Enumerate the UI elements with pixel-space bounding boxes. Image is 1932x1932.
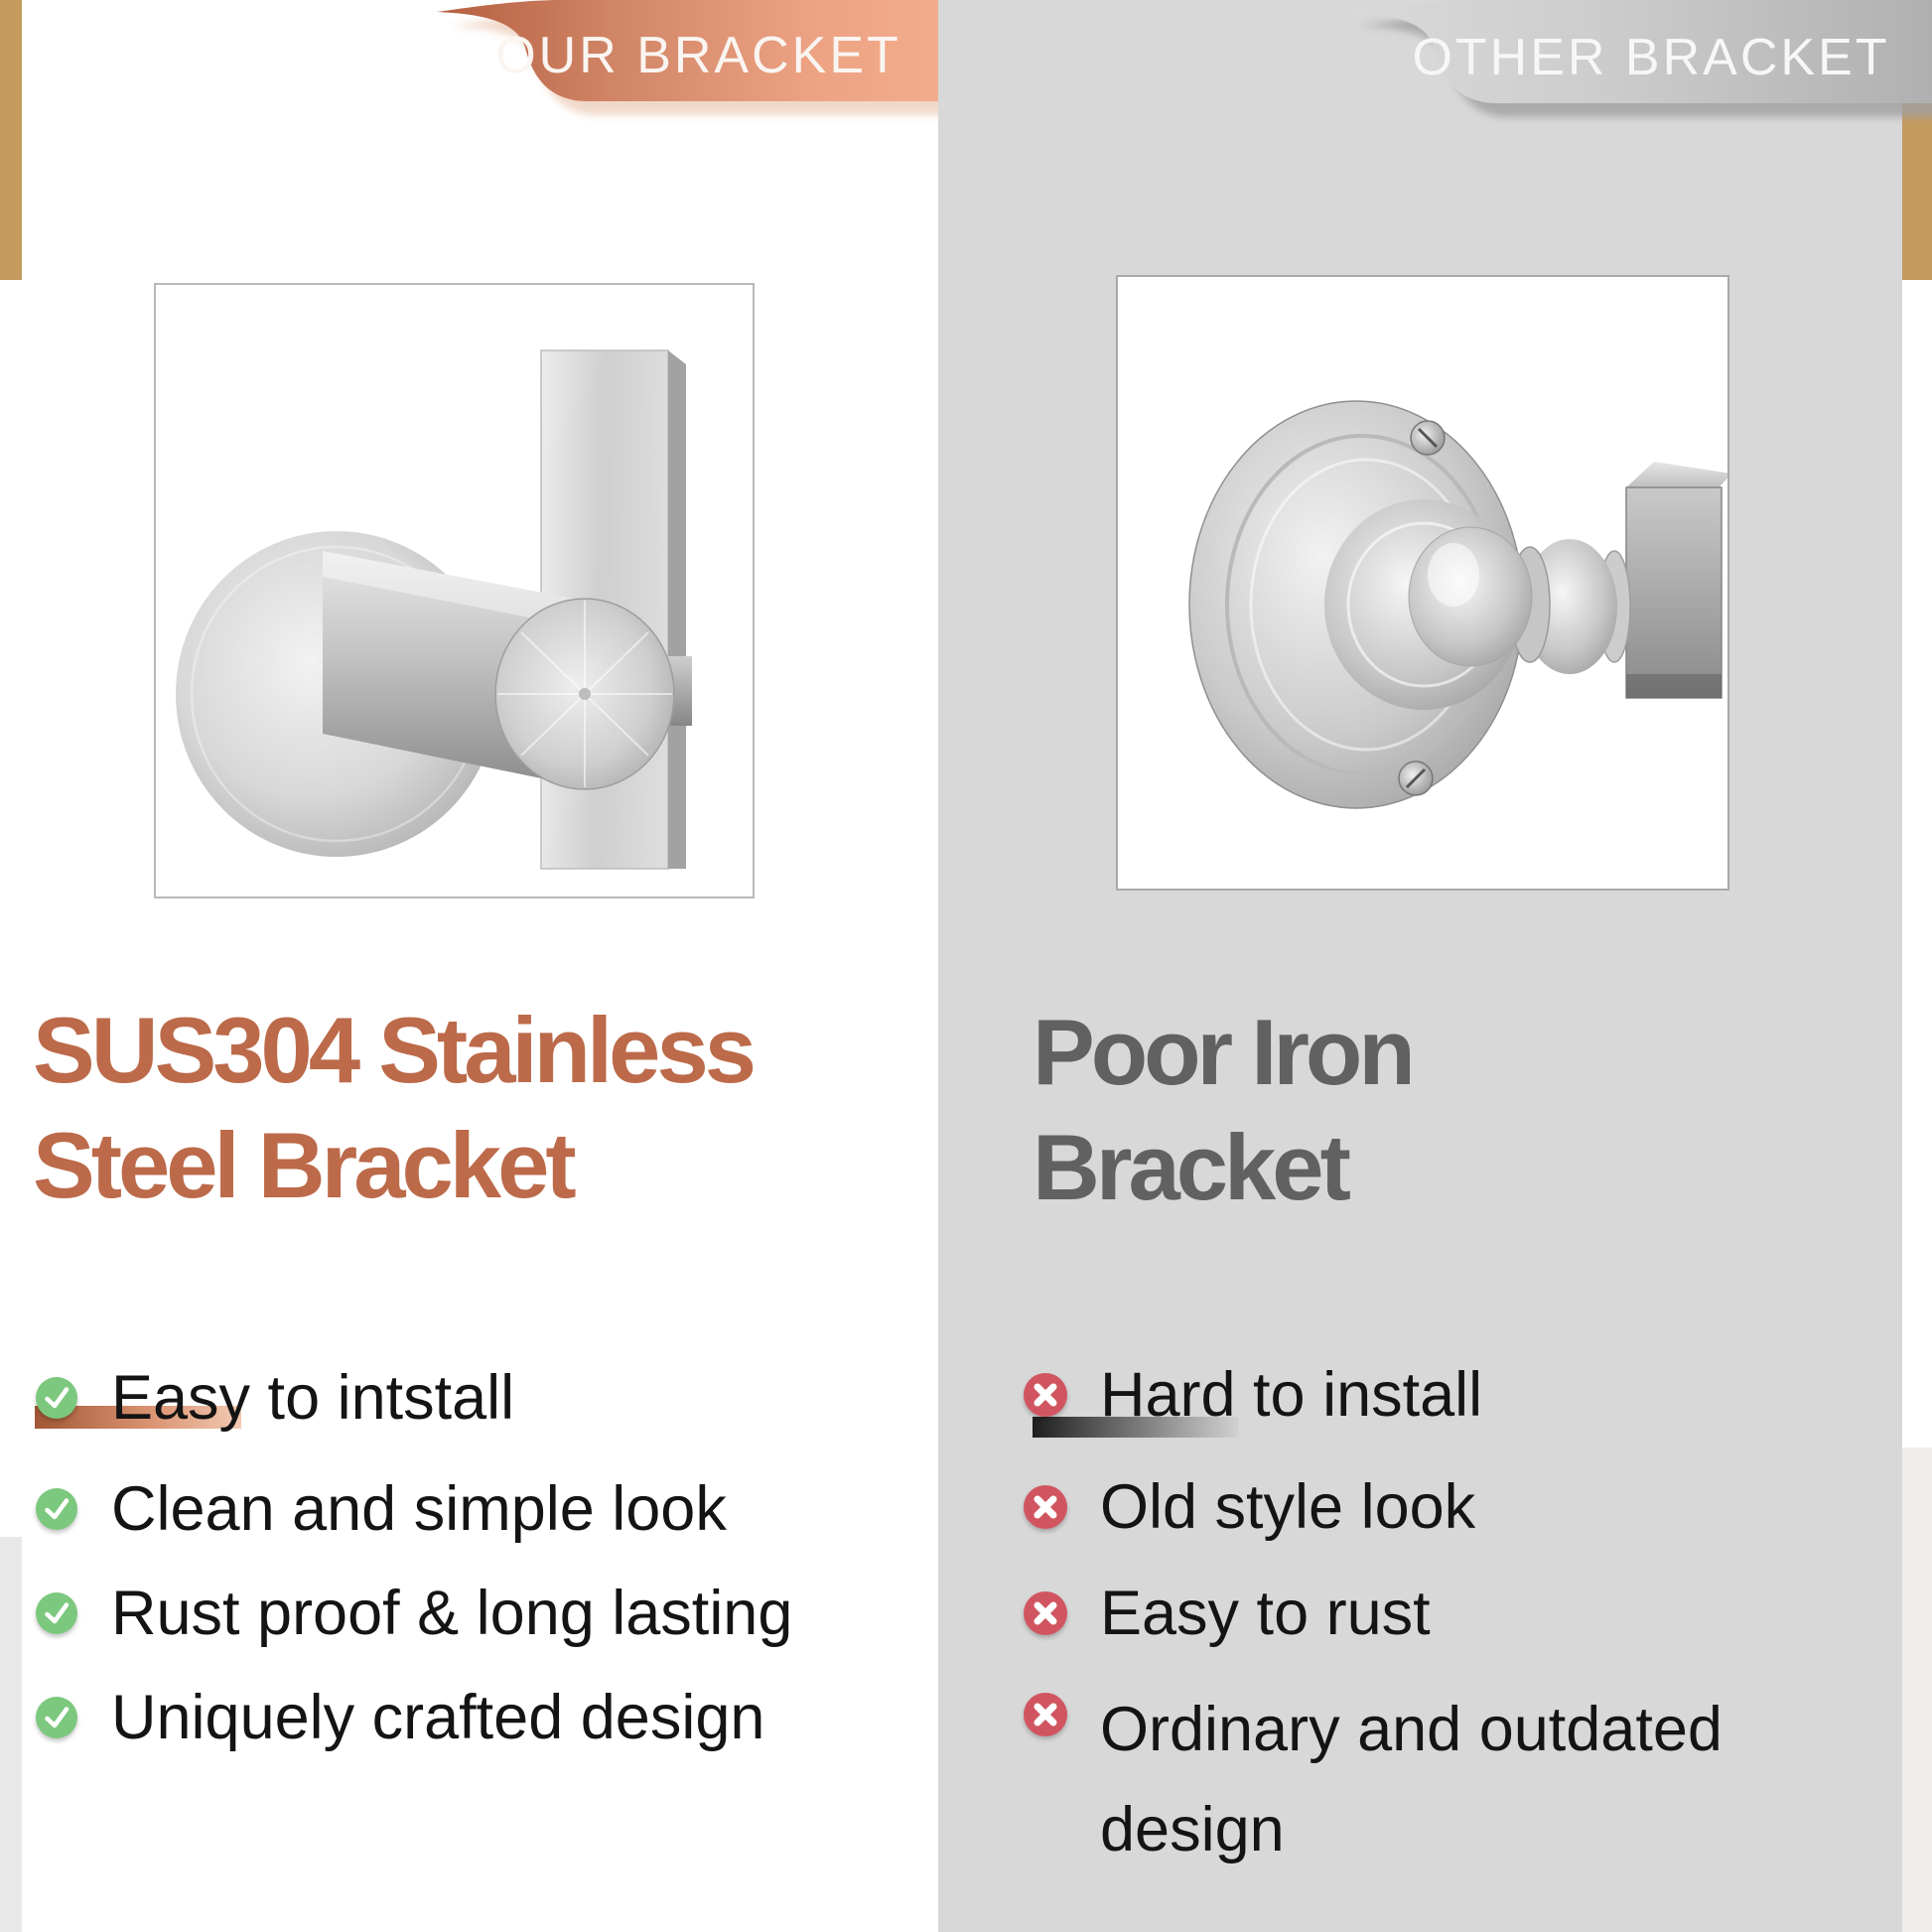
left-bullet-row: [34, 1362, 514, 1434]
screw-bottom: [1399, 761, 1433, 795]
light-edge-strip-bottom-right: [1902, 1448, 1932, 1932]
left-bullet-row: [34, 1578, 792, 1649]
left-bullet-text: Easy to intstall: [111, 1362, 515, 1433]
left-bullet-row: [34, 1473, 727, 1545]
our-bracket-banner-label: OUR BRACKET: [495, 27, 901, 84]
right-bullet-row: [1023, 1471, 1475, 1543]
right-bullet-text: Ordinary and outdated design: [1100, 1695, 1723, 1864]
right-bullet-row: [1023, 1359, 1482, 1431]
left-bullet-row: [34, 1682, 764, 1753]
check-icon: [34, 1590, 79, 1636]
right-bullet-text: Old style look: [1100, 1471, 1476, 1542]
cross-icon: [1023, 1590, 1068, 1636]
right-bullet-row: [1023, 1578, 1431, 1649]
right-bullet-text: Easy to rust: [1100, 1578, 1431, 1648]
iron-bracket-illustration: [1118, 277, 1727, 889]
left-heading-line2: Steel Bracket: [33, 1113, 573, 1217]
right-heading-line1: Poor Iron: [1033, 1000, 1412, 1104]
cross-icon: [1023, 1692, 1068, 1737]
check-icon: [34, 1375, 79, 1421]
left-heading-line1: SUS304 Stainless: [33, 998, 753, 1102]
check-icon: [34, 1695, 79, 1740]
cross-icon: [1023, 1372, 1068, 1418]
other-bracket-banner-label: OTHER BRACKET: [1412, 29, 1890, 86]
left-bullet-text: Uniquely crafted design: [111, 1682, 765, 1752]
left-heading: [33, 993, 753, 1223]
right-heading: [1033, 995, 1412, 1225]
our-bracket-product-image: [154, 283, 755, 898]
gold-edge-strip-top-left: [0, 0, 22, 280]
screw-top: [1411, 421, 1445, 455]
white-edge-strip-right: [1902, 280, 1932, 1448]
right-heading-line2: Bracket: [1033, 1115, 1347, 1219]
right-bullet-row: [1023, 1680, 1815, 1880]
left-bullet-text: Clean and simple look: [111, 1473, 727, 1544]
other-bracket-product-image: [1116, 275, 1729, 891]
cross-icon: [1023, 1484, 1068, 1530]
check-icon: [34, 1486, 79, 1532]
stainless-hook-illustration: [156, 285, 753, 897]
light-edge-strip-bottom-left: [0, 1537, 22, 1932]
left-bullet-text: Rust proof & long lasting: [111, 1578, 793, 1648]
right-bullet-text: Hard to install: [1100, 1359, 1483, 1430]
